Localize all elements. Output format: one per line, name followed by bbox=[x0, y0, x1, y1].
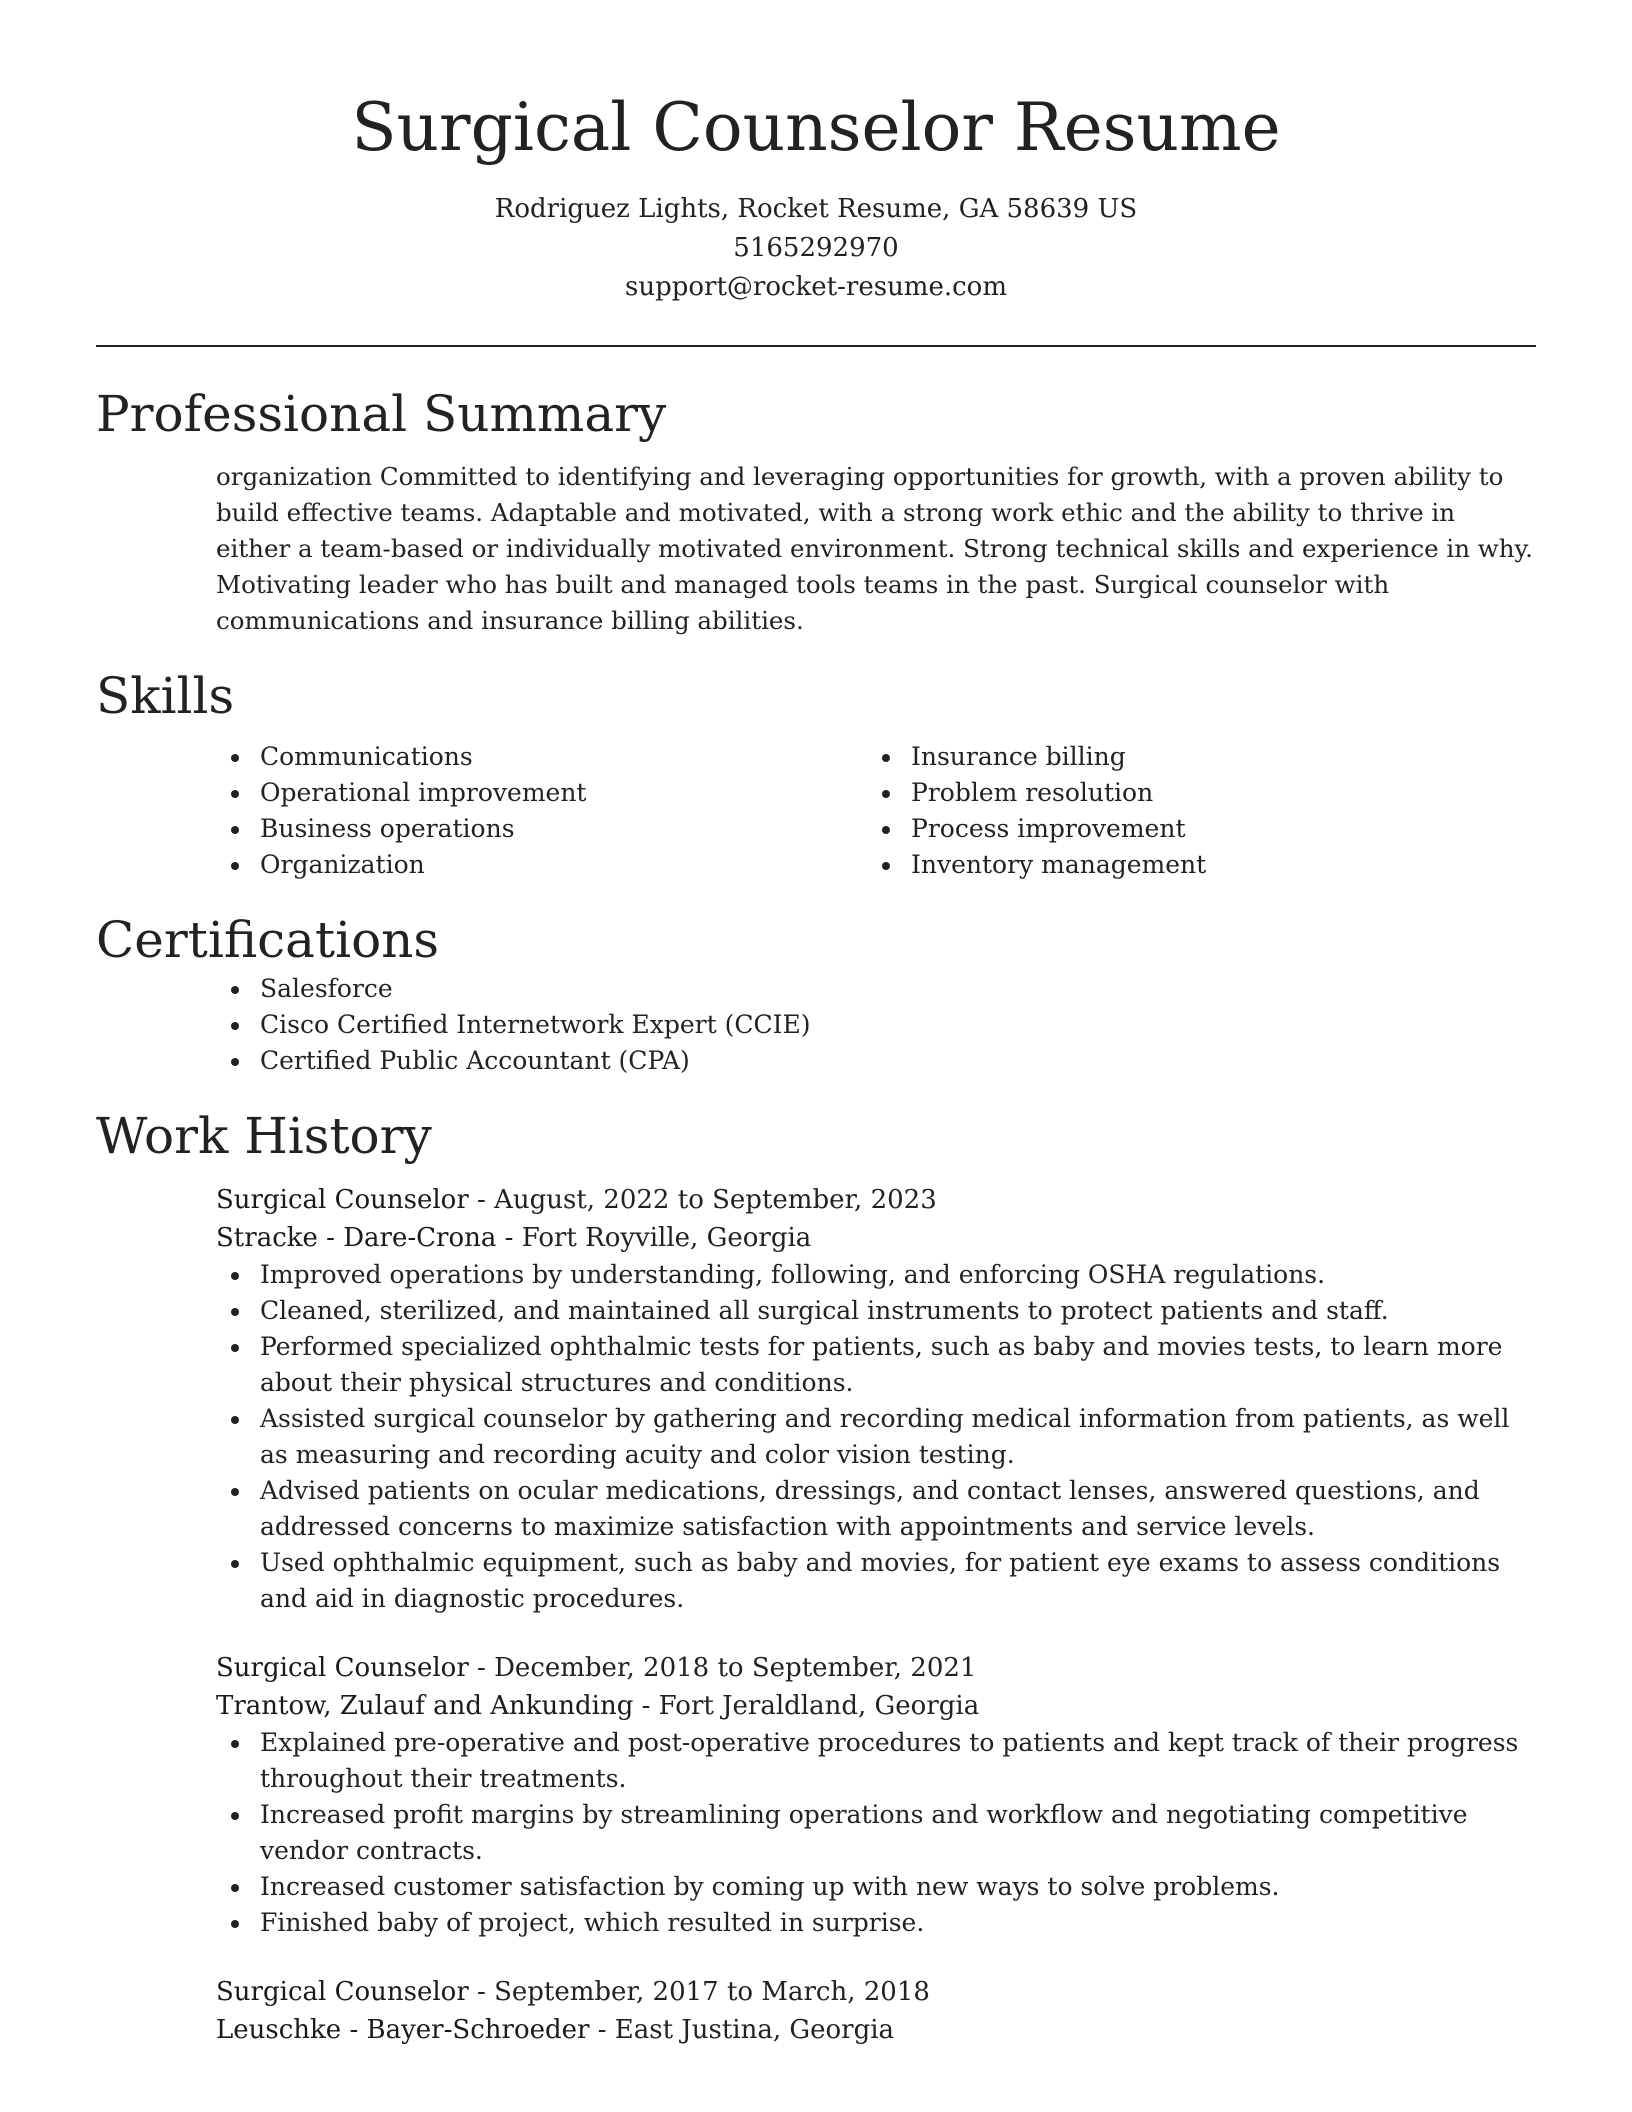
job-location: - East Justina, Georgia bbox=[589, 2015, 895, 2045]
job-dates: - December, 2018 to September, 2021 bbox=[468, 1653, 977, 1683]
address: Rodriguez Lights, Rocket Resume, GA 58639 US bbox=[494, 194, 1138, 224]
job-company: Leuschke - Bayer-Schroeder bbox=[216, 2015, 590, 2045]
header-divider bbox=[96, 345, 1536, 347]
email: support@rocket-resume.com bbox=[624, 272, 1007, 302]
job-duty: Increased customer satisfaction by coming up with new ways to solve problems. bbox=[96, 1869, 1536, 1905]
skills-list-right bbox=[746, 739, 1396, 883]
job-location: - Fort Jeraldland, Georgia bbox=[633, 1691, 980, 1721]
skill-item: Process improvement bbox=[746, 811, 1396, 847]
certification-item: Salesforce bbox=[96, 971, 1536, 1007]
job-entry bbox=[96, 1649, 1536, 1941]
job-dates: - September, 2017 to March, 2018 bbox=[468, 1977, 930, 2007]
job-duty: Increased profit margins by streamlining operations and workflow and negotiating competitive vendor contracts. bbox=[96, 1797, 1536, 1869]
job-company-line bbox=[216, 1219, 1536, 1257]
resume-title: Surgical Counselor Resume bbox=[351, 89, 1281, 166]
skills-heading: Skills bbox=[96, 667, 235, 725]
job-entry bbox=[96, 1181, 1536, 1617]
skills-column-left bbox=[96, 739, 746, 883]
job-duty: Performed specialized ophthalmic tests for patients, such as baby and movies tests, to learn more about their physical structures and conditions. bbox=[96, 1329, 1536, 1401]
job-duties-list bbox=[96, 1725, 1536, 1941]
resume-header bbox=[96, 0, 1536, 307]
job-duty: Cleaned, sterilized, and maintained all surgical instruments to protect patients and staff. bbox=[96, 1293, 1536, 1329]
skills-section bbox=[96, 665, 1536, 883]
resume-page bbox=[96, 0, 1536, 2049]
job-company: Stracke - Dare-Crona bbox=[216, 1223, 497, 1253]
skills-column-right bbox=[746, 739, 1396, 883]
skill-item: Communications bbox=[96, 739, 746, 775]
skill-item: Insurance billing bbox=[746, 739, 1396, 775]
certifications-list bbox=[96, 971, 1536, 1079]
certification-item: Certified Public Accountant (CPA) bbox=[96, 1043, 1536, 1079]
certification-item: Cisco Certified Internetwork Expert (CCIE) bbox=[96, 1007, 1536, 1043]
skill-item: Business operations bbox=[96, 811, 746, 847]
job-location: - Fort Royville, Georgia bbox=[496, 1223, 812, 1253]
summary-heading: Professional Summary bbox=[96, 385, 667, 443]
contact-block bbox=[96, 190, 1536, 307]
skills-columns bbox=[96, 739, 1536, 883]
job-duty: Advised patients on ocular medications, dressings, and contact lenses, answered questions, and addressed concerns to maximize satisfaction with appointments and service levels. bbox=[96, 1473, 1536, 1545]
job-role: Surgical Counselor bbox=[216, 1653, 469, 1683]
job-duty: Improved operations by understanding, following, and enforcing OSHA regulations. bbox=[96, 1257, 1536, 1293]
job-duty: Used ophthalmic equipment, such as baby and movies, for patient eye exams to assess conditions and aid in diagnostic procedures. bbox=[96, 1545, 1536, 1617]
job-duty: Finished baby of project, which resulted in surprise. bbox=[96, 1905, 1536, 1941]
job-duties-list bbox=[96, 1257, 1536, 1617]
skill-item: Organization bbox=[96, 847, 746, 883]
work-history-heading: Work History bbox=[96, 1107, 432, 1165]
certifications-section bbox=[96, 909, 1536, 1079]
job-dates: - August, 2022 to September, 2023 bbox=[468, 1185, 937, 1215]
job-title-line bbox=[216, 1973, 1536, 2011]
skill-item: Operational improvement bbox=[96, 775, 746, 811]
job-role: Surgical Counselor bbox=[216, 1977, 469, 2007]
job-company-line bbox=[216, 2011, 1536, 2049]
job-role: Surgical Counselor bbox=[216, 1185, 469, 1215]
skill-item: Inventory management bbox=[746, 847, 1396, 883]
job-title-line bbox=[216, 1649, 1536, 1687]
job-duty: Explained pre-operative and post-operative procedures to patients and kept track of their progress throughout their treatments. bbox=[96, 1725, 1536, 1797]
job-company-line bbox=[216, 1687, 1536, 1725]
phone: 5165292970 bbox=[733, 233, 899, 263]
job-company: Trantow, Zulauf and Ankunding bbox=[216, 1691, 634, 1721]
summary-text: organization Committed to identifying and leveraging opportunities for growth, with a proven ability to build effective teams. Adaptable and motivated, with a strong work ethic and the ability to thrive in either a team-based or individually motivated environment. Strong technical skills and experience in why. Motivating leader who has built and managed tools teams in the past. Surgical counselor with communications and insurance billing abilities. bbox=[216, 462, 1533, 635]
skills-list-left bbox=[96, 739, 746, 883]
skill-item: Problem resolution bbox=[746, 775, 1396, 811]
certifications-heading: Certifications bbox=[96, 911, 440, 969]
job-duty: Assisted surgical counselor by gathering and recording medical information from patients, as well as measuring and recording acuity and color vision testing. bbox=[96, 1401, 1536, 1473]
job-entry bbox=[96, 1973, 1536, 2049]
job-title-line bbox=[216, 1181, 1536, 1219]
work-history-section bbox=[96, 1105, 1536, 2049]
summary-section bbox=[96, 383, 1536, 639]
